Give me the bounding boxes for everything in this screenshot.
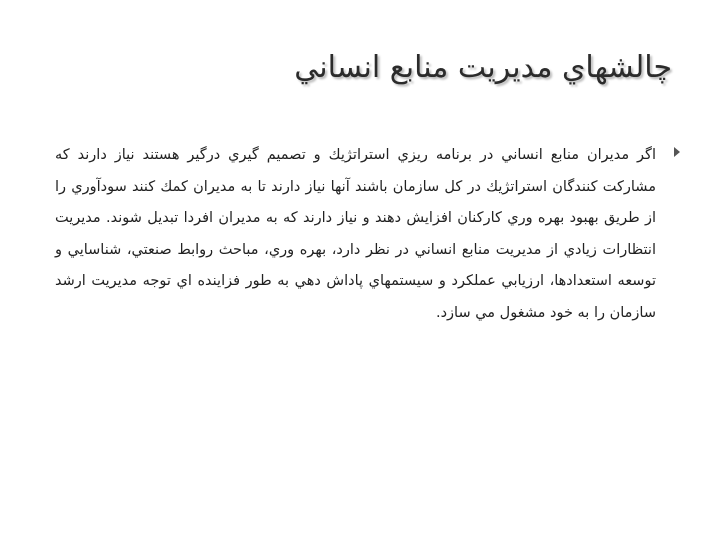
bullet-item (55, 140, 680, 329)
bullet-text: اگر مديران منابع انساني در برنامه ريزي استراتژيك و تصميم گيري درگير هستند نياز دارند كه مشاركت كنندگان استراتژيك در كل سازمان باشند آنها نياز دارند تا به مديران كمك كنند سودآوري را از طريق بهبود بهره وري كاركنان افزايش دهند و نياز دارند كه به مديران افردا تبديل شوند. مديريت انتظارات زيادي از مديريت منابع انساني در نظر دارد، بهره وري، مباحث روابط صنعتي، شناسايي و توسعه استعدادها، ارزيابي عملكرد و سيستمهاي پاداش دهي به طور فزاينده اي توجه مديريت ارشد سازمان را به خود مشغول مي سازد. (55, 147, 656, 321)
slide-title: چالشهاي مديريت منابع انساني (294, 50, 672, 85)
triangle-right-icon (674, 147, 680, 157)
